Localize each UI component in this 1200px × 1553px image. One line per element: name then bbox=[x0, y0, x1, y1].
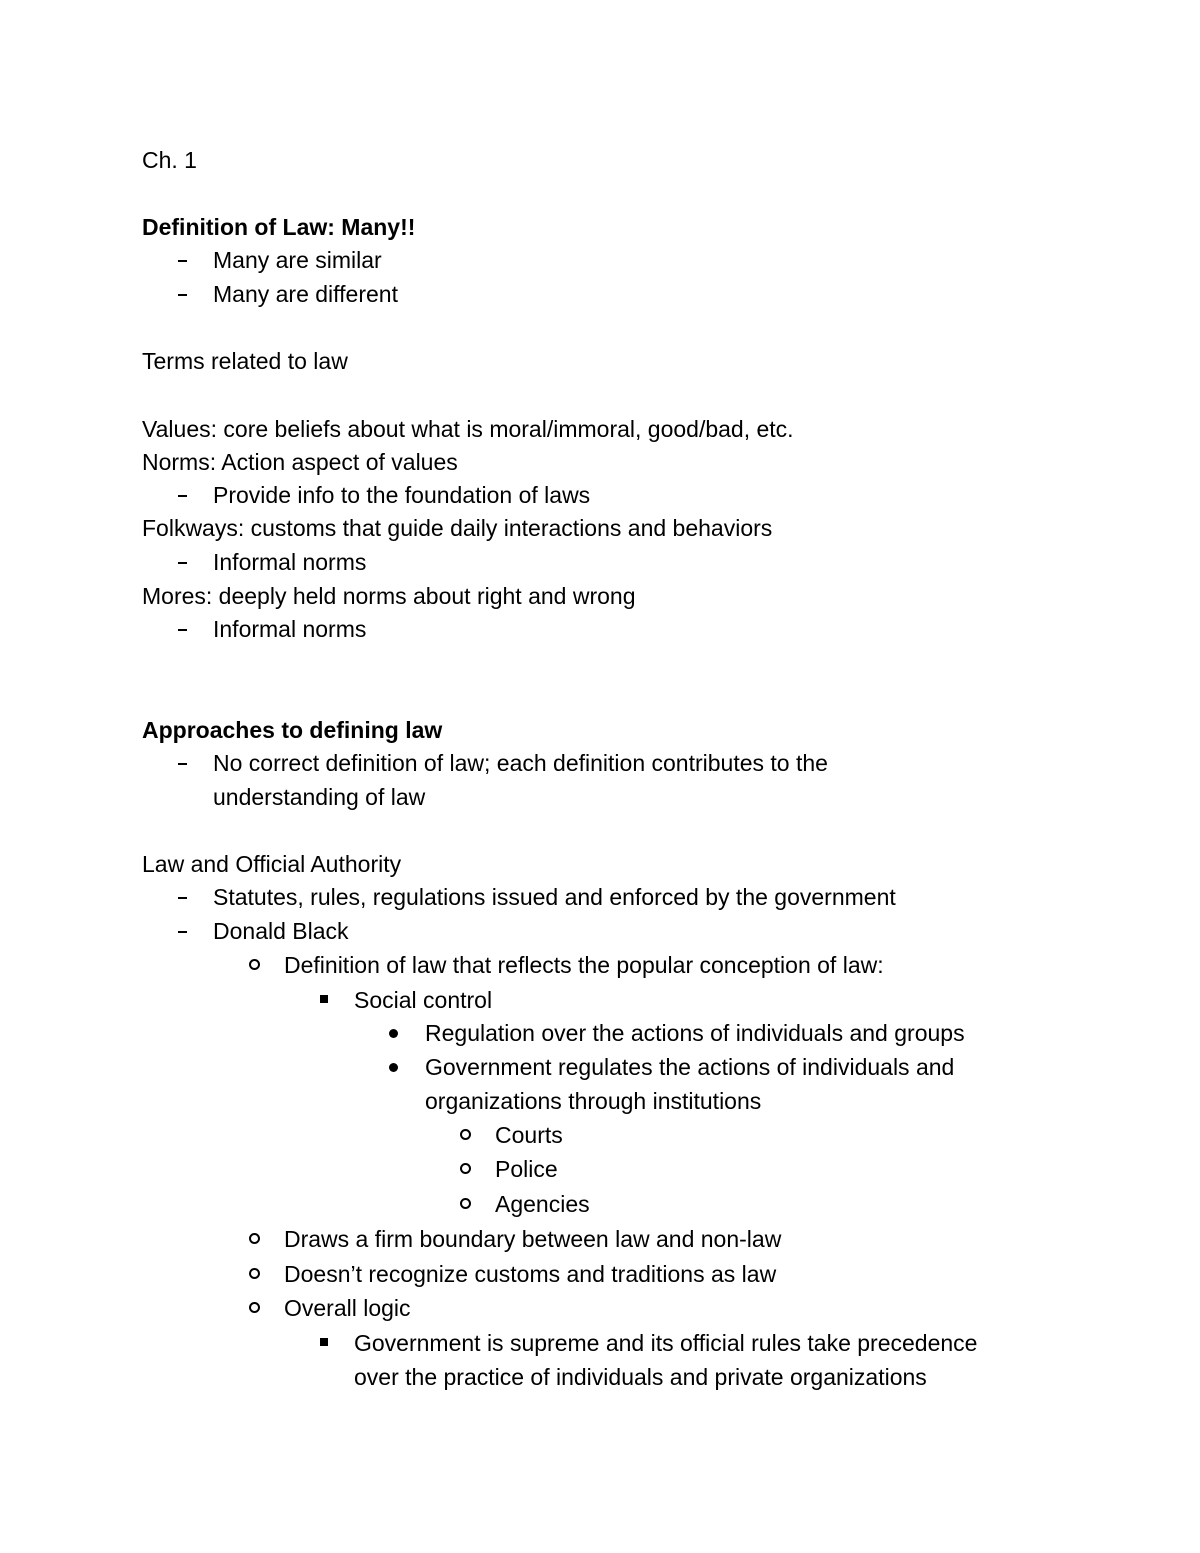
list-item: Many are different bbox=[213, 281, 398, 307]
norms-definition: Norms: Action aspect of values bbox=[142, 449, 458, 475]
dash-bullet bbox=[176, 244, 190, 276]
list-item: Many are similar bbox=[213, 247, 382, 273]
dash-bullet bbox=[176, 613, 190, 645]
list-item: Informal norms bbox=[213, 549, 367, 575]
list-item-continuation: over the practice of individuals and private organizations bbox=[354, 1364, 927, 1390]
chapter-title: Ch. 1 bbox=[142, 147, 197, 173]
list-item: No correct definition of law; each definition contributes to the bbox=[213, 750, 828, 776]
approaches-heading: Approaches to defining law bbox=[142, 717, 443, 743]
values-definition: Values: core beliefs about what is moral/immoral, good/bad, etc. bbox=[142, 416, 794, 442]
list-item: Provide info to the foundation of laws bbox=[213, 482, 591, 508]
list-item: Courts bbox=[495, 1122, 563, 1148]
list-item: Donald Black bbox=[213, 918, 349, 944]
list-item: Definition of law that reflects the popular conception of law: bbox=[284, 952, 884, 978]
list-item-continuation: understanding of law bbox=[213, 784, 426, 810]
dash-bullet bbox=[176, 881, 190, 913]
list-item: Overall logic bbox=[284, 1295, 411, 1321]
official-heading: Law and Official Authority bbox=[142, 851, 402, 877]
dash-bullet bbox=[176, 747, 190, 779]
definition-heading: Definition of Law: Many!! bbox=[142, 214, 416, 240]
list-item: Draws a firm boundary between law and non-law bbox=[284, 1226, 782, 1252]
list-item: Regulation over the actions of individuals and groups bbox=[425, 1020, 965, 1046]
list-item: Police bbox=[495, 1156, 558, 1182]
list-item: Social control bbox=[354, 987, 493, 1013]
folkways-definition: Folkways: customs that guide daily interactions and behaviors bbox=[142, 515, 773, 541]
list-item: Doesn’t recognize customs and traditions as law bbox=[284, 1261, 777, 1287]
list-item: Government regulates the actions of individuals and bbox=[425, 1054, 955, 1080]
list-item: Agencies bbox=[495, 1191, 590, 1217]
dash-bullet bbox=[176, 479, 190, 511]
list-item: Government is supreme and its official rules take precedence bbox=[354, 1330, 978, 1356]
dash-bullet bbox=[176, 278, 190, 310]
dash-bullet bbox=[176, 915, 190, 947]
terms-heading: Terms related to law bbox=[142, 348, 348, 374]
list-item: Statutes, rules, regulations issued and enforced by the government bbox=[213, 884, 896, 910]
list-item: Informal norms bbox=[213, 616, 367, 642]
mores-definition: Mores: deeply held norms about right and wrong bbox=[142, 583, 636, 609]
dash-bullet bbox=[176, 546, 190, 578]
list-item-continuation: organizations through institutions bbox=[425, 1088, 762, 1114]
